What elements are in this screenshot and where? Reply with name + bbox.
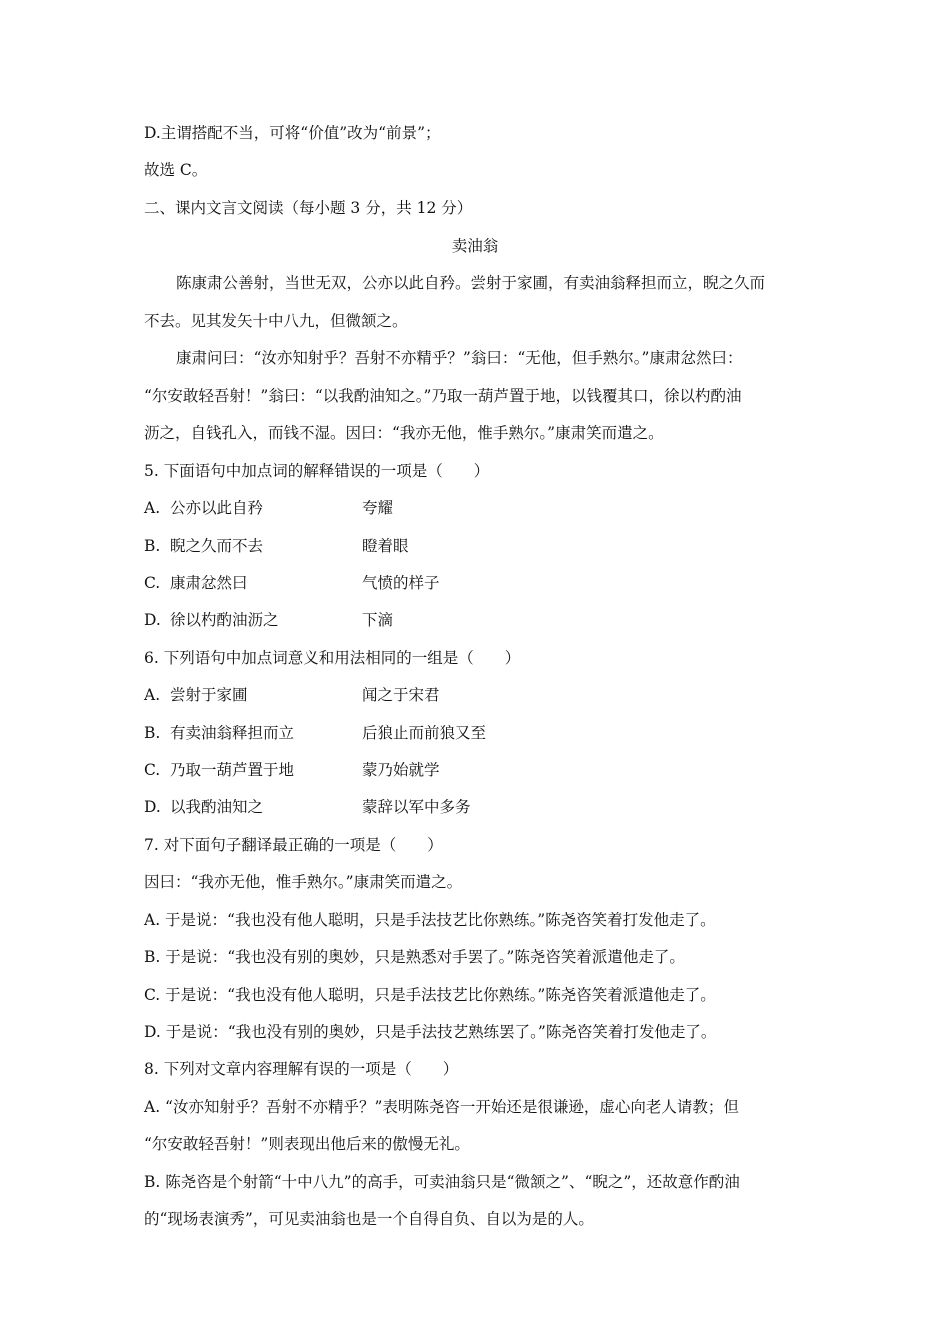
q7-option-b: B. 于是说：“我也没有别的奥妙，只是熟悉对手罢了。”陈尧咨笑着派遣他走了。: [144, 948, 685, 966]
q5-option: [144, 535, 409, 557]
option-explanation: 下滴: [362, 611, 394, 629]
option-key: C.: [144, 574, 161, 592]
q7-option-d: D. 于是说：“我也没有别的奥妙，只是手法技艺熟练罢了。”陈尧咨笑着打发他走了。: [144, 1023, 717, 1041]
passage-title: 卖油翁: [451, 237, 499, 255]
q8-option-a: A. “汝亦知射乎？吾射不亦精乎？”表明陈尧咨一开始还是很谦逊，虚心向老人请教；但: [144, 1098, 739, 1116]
q6-option: [144, 684, 440, 706]
option-explanation: 瞪着眼: [362, 537, 409, 555]
q5-option: [144, 572, 440, 594]
q8-option-b-cont: 的“现场表演秀”，可见卖油翁也是一个自得自负、自以为是的人。: [144, 1210, 594, 1228]
option-key: A.: [144, 499, 161, 517]
section-heading: 二、课内文言文阅读（每小题 3 分，共 12 分）: [144, 199, 473, 217]
option-sentence: 睨之久而不去: [170, 537, 264, 555]
question-7: 7. 对下面句子翻译最正确的一项是（ ）: [144, 836, 443, 854]
option-sentence: 以我酌油知之: [170, 798, 264, 816]
option-sentence-compare: 蒙乃始就学: [362, 761, 440, 779]
option-sentence: 徐以杓酌油沥之: [170, 611, 279, 629]
q6-option: [144, 759, 440, 781]
passage-line: 不去。见其发矢十中八九，但微颔之。: [144, 312, 408, 330]
option-key: B.: [144, 724, 161, 742]
answer-analysis-d: D.主谓搭配不当，可将“价值”改为“前景”；: [144, 124, 441, 142]
option-key: D.: [144, 611, 161, 629]
option-sentence: 公亦以此自矜: [170, 499, 264, 517]
option-key: D.: [144, 798, 161, 816]
option-sentence: 有卖油翁释担而立: [170, 724, 295, 742]
question-8: 8. 下列对文章内容理解有误的一项是（ ）: [144, 1060, 459, 1078]
q8-option-b: B. 陈尧咨是个射箭“十中八九”的高手，可卖油翁只是“微颔之”、“睨之”，还故意作酌油: [144, 1173, 740, 1191]
question-6: 6. 下列语句中加点词意义和用法相同的一组是（ ）: [144, 649, 521, 667]
option-sentence: 康肃忿然曰: [170, 574, 248, 592]
passage-line: 沥之，自钱孔入，而钱不湿。因曰：“我亦无他，惟手熟尔。”康肃笑而遣之。: [144, 424, 664, 442]
option-key: C.: [144, 761, 161, 779]
passage-line: 康肃问曰：“汝亦知射乎？吾射不亦精乎？”翁曰：“无他，但手熟尔。”康肃忿然曰：: [176, 349, 743, 367]
option-sentence: 乃取一葫芦置于地: [170, 761, 295, 779]
q6-option: [144, 722, 486, 744]
option-sentence: 尝射于家圃: [170, 686, 248, 704]
question-5: 5. 下面语句中加点词的解释错误的一项是（ ）: [144, 462, 490, 480]
q7-sentence: 因曰：“我亦无他，惟手熟尔。”康肃笑而遣之。: [144, 873, 463, 891]
option-explanation: 夸耀: [362, 499, 394, 517]
option-explanation: 气愤的样子: [362, 574, 440, 592]
q5-option: [144, 497, 393, 519]
q5-option: [144, 609, 393, 631]
option-sentence-compare: 蒙辞以军中多务: [362, 798, 471, 816]
option-key: A.: [144, 686, 161, 704]
q8-option-a-cont: “尔安敢轻吾射！”则表现出他后来的傲慢无礼。: [144, 1135, 470, 1153]
passage-line: 陈康肃公善射，当世无双，公亦以此自矜。尝射于家圃，有卖油翁释担而立，睨之久而: [176, 274, 766, 292]
q7-option-c: C. 于是说：“我也没有他人聪明，只是手法技艺比你熟练。”陈尧咨笑着派遣他走了。: [144, 986, 716, 1004]
option-sentence-compare: 后狼止而前狼又至: [362, 724, 487, 742]
q6-option: [144, 796, 471, 818]
option-sentence-compare: 闻之于宋君: [362, 686, 440, 704]
passage-line: “尔安敢轻吾射！”翁曰：“以我酌油知之。”乃取一葫芦置于地，以钱覆其口，徐以杓酌油: [144, 387, 742, 405]
option-key: B.: [144, 537, 161, 555]
q7-option-a: A. 于是说：“我也没有他人聪明，只是手法技艺比你熟练。”陈尧咨笑着打发他走了。: [144, 911, 716, 929]
answer-conclusion: 故选 C。: [144, 161, 208, 179]
